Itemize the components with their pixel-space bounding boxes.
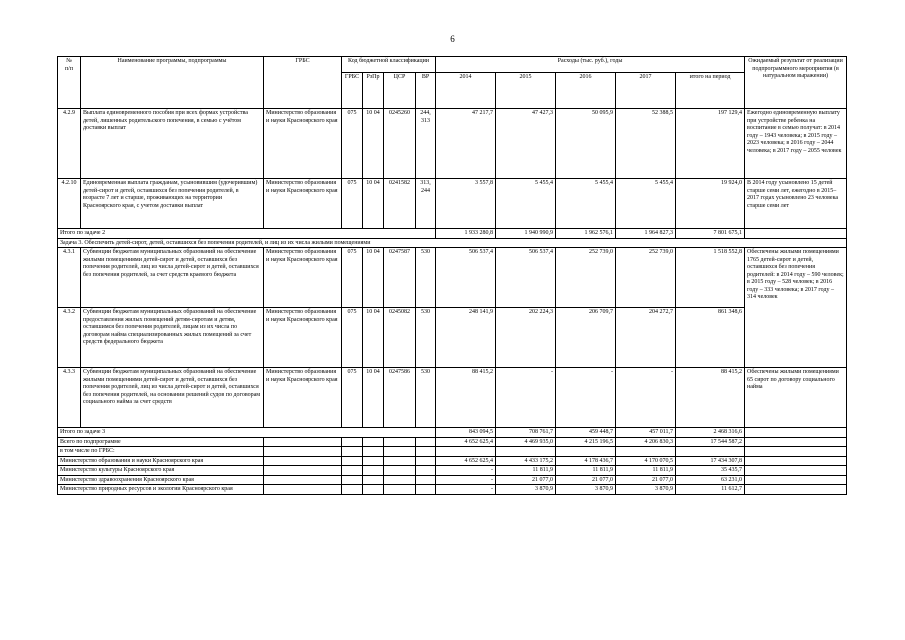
header-num: № п/п bbox=[58, 57, 81, 109]
row-name: Единовременная выплата гражданам, усыновившим (удочерившим) детей-сирот и детей, оставшихся без попечения родителей, в возрасте 7 лет и старше, проживающих на территории Красноярского края, с учетом доставки выплат bbox=[81, 179, 264, 229]
row-vr: 530 bbox=[416, 248, 436, 308]
grand-total-2015: 4 469 935,0 bbox=[496, 437, 556, 447]
subheader-2015: 2015 bbox=[496, 73, 556, 109]
ministry-label: Министерство образования и науки Красноярского края bbox=[58, 456, 264, 466]
row-result: Ежегодно единовременную выплату при устройстве ребенка на воспитание в семью получат: в 2014 году – 1943 человека; в 2015 году – 2023 человека; в 2016 году – 2044 человека; в 2017 году – 2055 человек bbox=[745, 109, 847, 179]
task-row bbox=[58, 238, 847, 248]
row-csr: 0247587 bbox=[384, 248, 416, 308]
ministry-row bbox=[58, 485, 847, 495]
row-vr: 313, 244 bbox=[416, 179, 436, 229]
grand-total-label: Всего по подпрограмме bbox=[58, 437, 264, 447]
row-2016: - bbox=[556, 368, 616, 428]
row-2014: 3 557,8 bbox=[436, 179, 496, 229]
ministry-2017: 21 077,0 bbox=[616, 475, 676, 485]
header-name: Наименование программы, подпрограммы bbox=[81, 57, 264, 109]
row-rzpr: 10 04 bbox=[363, 179, 384, 229]
row-2014: 506 537,4 bbox=[436, 248, 496, 308]
row-2014: 248 141,9 bbox=[436, 308, 496, 368]
row-2017: 5 455,4 bbox=[616, 179, 676, 229]
subtotal-2014: 843 094,5 bbox=[436, 428, 496, 438]
row-grbs-name: Министерство образования и науки Красноярского края bbox=[264, 308, 342, 368]
row-total: 1 518 552,8 bbox=[676, 248, 745, 308]
row-2017: 252 739,0 bbox=[616, 248, 676, 308]
row-2014: 88 415,2 bbox=[436, 368, 496, 428]
row-vr: 530 bbox=[416, 368, 436, 428]
table-row bbox=[58, 368, 847, 428]
row-grbs: 075 bbox=[342, 248, 363, 308]
subtotal-row bbox=[58, 428, 847, 438]
subtotal-label: Итого по задаче 2 bbox=[58, 229, 436, 239]
row-2015: 5 455,4 bbox=[496, 179, 556, 229]
row-csr: 0241582 bbox=[384, 179, 416, 229]
header-row bbox=[58, 57, 847, 73]
subtotal-2017: 457 011,7 bbox=[616, 428, 676, 438]
row-total: 197 129,4 bbox=[676, 109, 745, 179]
row-result: В 2014 году усыновлено 15 детей старше семи лет, ежегодно в 2015–2017 годах усыновлено 23 человека старше семи лет bbox=[745, 179, 847, 229]
row-name: Выплата единовременного пособия при всех формах устройства детей, лишенных родительского попечения, в семью с учётом доставки выплат bbox=[81, 109, 264, 179]
row-grbs: 075 bbox=[342, 308, 363, 368]
ministry-2016: 11 811,9 bbox=[556, 466, 616, 476]
row-2017: 204 272,7 bbox=[616, 308, 676, 368]
row-2014: 47 217,7 bbox=[436, 109, 496, 179]
budget-table bbox=[57, 56, 847, 495]
row-rzpr: 10 04 bbox=[363, 109, 384, 179]
ministry-row bbox=[58, 475, 847, 485]
ministry-total: 11 612,7 bbox=[676, 485, 745, 495]
grand-total-2014: 4 652 625,4 bbox=[436, 437, 496, 447]
table-row bbox=[58, 109, 847, 179]
ministry-2016: 21 077,0 bbox=[556, 475, 616, 485]
incl-label: в том числе по ГРБС: bbox=[58, 447, 264, 457]
ministry-2017: 4 170 070,5 bbox=[616, 456, 676, 466]
row-2016: 252 739,0 bbox=[556, 248, 616, 308]
ministry-2015: 21 077,0 bbox=[496, 475, 556, 485]
row-2017: - bbox=[616, 368, 676, 428]
row-name: Субвенции бюджетам муниципальных образований на обеспечение жилыми помещениями детей-сирот и детей, оставшихся без попечения родителей, лиц из числа детей-сирот и детей, оставшихся без попечения родителей, за счет средств краевого бюджета bbox=[81, 248, 264, 308]
row-2016: 50 095,9 bbox=[556, 109, 616, 179]
subheader-rzpr: РзПр bbox=[363, 73, 384, 109]
row-num: 4.2.10 bbox=[58, 179, 81, 229]
row-2016: 5 455,4 bbox=[556, 179, 616, 229]
header-expenses: Расходы (тыс. руб.), годы bbox=[436, 57, 745, 73]
subheader-2017: 2017 bbox=[616, 73, 676, 109]
row-num: 4.3.2 bbox=[58, 308, 81, 368]
subtotal-2014: 1 933 280,8 bbox=[436, 229, 496, 239]
row-result: Обеспечены жилыми помещениями 1765 детей-сирот и детей, оставшихся без попечения родителей: в 2014 году – 590 человек; в 2015 году – 528 человек; в 2016 году – 333 человека; в 2017 году – 314 человек bbox=[745, 248, 847, 368]
row-grbs-name: Министерство образования и науки Красноярского края bbox=[264, 109, 342, 179]
ministry-label: Министерство культуры Красноярского края bbox=[58, 466, 264, 476]
row-name: Субвенции бюджетам муниципальных образований на обеспечение жилыми помещениями детей-сирот и детей, оставшихся без попечения родителей, лиц из числа детей-сирот и детей, оставшихся без попечения родителей, на основании решений судов по договорам социального найма за счет средств bbox=[81, 368, 264, 428]
header-grbs: ГРБС bbox=[264, 57, 342, 109]
row-num: 4.3.1 bbox=[58, 248, 81, 308]
row-grbs-name: Министерство образования и науки Красноярского края bbox=[264, 368, 342, 428]
page-number: 6 bbox=[450, 34, 455, 44]
subtotal-total: 7 801 675,1 bbox=[676, 229, 745, 239]
ministry-label: Министерство природных ресурсов и экологии Красноярского края bbox=[58, 485, 264, 495]
row-grbs-name: Министерство образования и науки Красноярского края bbox=[264, 179, 342, 229]
ministry-2014: - bbox=[436, 485, 496, 495]
table-row bbox=[58, 179, 847, 229]
grand-total-2016: 4 215 196,5 bbox=[556, 437, 616, 447]
grand-total-row bbox=[58, 437, 847, 447]
subheader-vr: ВР bbox=[416, 73, 436, 109]
table-row bbox=[58, 248, 847, 308]
subtotal-2016: 1 962 576,1 bbox=[556, 229, 616, 239]
ministry-2015: 4 433 175,2 bbox=[496, 456, 556, 466]
row-num: 4.3.3 bbox=[58, 368, 81, 428]
header-budget-code: Код бюджетной классификации bbox=[342, 57, 436, 73]
row-rzpr: 10 04 bbox=[363, 308, 384, 368]
row-csr: 0245260 bbox=[384, 109, 416, 179]
row-result: Обеспечены жилыми помещениями 65 сирот по договору социального найма bbox=[745, 368, 847, 428]
subheader-total: итого на период bbox=[676, 73, 745, 109]
ministry-2015: 11 811,9 bbox=[496, 466, 556, 476]
row-total: 88 415,2 bbox=[676, 368, 745, 428]
subtotal-2015: 1 940 990,9 bbox=[496, 229, 556, 239]
row-grbs: 075 bbox=[342, 368, 363, 428]
ministry-total: 35 435,7 bbox=[676, 466, 745, 476]
ministry-2014: 4 652 625,4 bbox=[436, 456, 496, 466]
subheader-2014: 2014 bbox=[436, 73, 496, 109]
ministry-2014: - bbox=[436, 466, 496, 476]
row-2015: - bbox=[496, 368, 556, 428]
row-csr: 0245082 bbox=[384, 308, 416, 368]
subtotal-label: Итого по задаче 3 bbox=[58, 428, 436, 438]
row-total: 861 348,6 bbox=[676, 308, 745, 368]
ministry-2015: 3 870,9 bbox=[496, 485, 556, 495]
ministry-label: Министерство здравоохранения Красноярского края bbox=[58, 475, 264, 485]
header-result: Ожидаемый результат от реализации подпрограммного мероприятия (в натуральном выражении) bbox=[745, 57, 847, 109]
subheader-2016: 2016 bbox=[556, 73, 616, 109]
ministry-2016: 4 178 436,7 bbox=[556, 456, 616, 466]
row-grbs: 075 bbox=[342, 179, 363, 229]
row-num: 4.2.9 bbox=[58, 109, 81, 179]
subtotal-2016: 459 448,7 bbox=[556, 428, 616, 438]
ministry-total: 63 231,0 bbox=[676, 475, 745, 485]
row-2017: 52 388,5 bbox=[616, 109, 676, 179]
row-rzpr: 10 04 bbox=[363, 368, 384, 428]
row-2016: 206 709,7 bbox=[556, 308, 616, 368]
subheader-grbs: ГРБС bbox=[342, 73, 363, 109]
ministry-2017: 3 870,9 bbox=[616, 485, 676, 495]
row-grbs-name: Министерство образования и науки Красноярского края bbox=[264, 248, 342, 308]
ministry-total: 17 434 307,8 bbox=[676, 456, 745, 466]
grand-total-total: 17 544 587,2 bbox=[676, 437, 745, 447]
row-rzpr: 10 04 bbox=[363, 248, 384, 308]
task-label: Задача 3. Обеспечить детей-сирот, детей, оставшихся без попечения родителей, и лиц из их числа жилыми помещениями bbox=[58, 238, 847, 248]
ministry-row bbox=[58, 456, 847, 466]
ministry-2017: 11 811,9 bbox=[616, 466, 676, 476]
ministry-row bbox=[58, 466, 847, 476]
row-total: 19 924,0 bbox=[676, 179, 745, 229]
row-2015: 47 427,3 bbox=[496, 109, 556, 179]
row-2015: 506 537,4 bbox=[496, 248, 556, 308]
subheader-csr: ЦСР bbox=[384, 73, 416, 109]
subtotal-total: 2 468 316,6 bbox=[676, 428, 745, 438]
row-csr: 0247586 bbox=[384, 368, 416, 428]
table-row bbox=[58, 308, 847, 368]
ministry-2014: - bbox=[436, 475, 496, 485]
row-grbs: 075 bbox=[342, 109, 363, 179]
incl-row bbox=[58, 447, 847, 457]
subtotal-2017: 1 964 827,3 bbox=[616, 229, 676, 239]
ministry-2016: 3 870,9 bbox=[556, 485, 616, 495]
row-2015: 202 224,3 bbox=[496, 308, 556, 368]
row-vr: 244, 313 bbox=[416, 109, 436, 179]
subtotal-row bbox=[58, 229, 847, 239]
row-name: Субвенции бюджетам муниципальных образований на обеспечение предоставления жилых помещений детям-сиротам и детям, оставшимся без попечения родителей, лицам из их числа по договорам найма специализированных жилых помещений за счет средств федерального бюджета bbox=[81, 308, 264, 368]
subtotal-2015: 708 761,7 bbox=[496, 428, 556, 438]
row-vr: 530 bbox=[416, 308, 436, 368]
grand-total-2017: 4 206 830,3 bbox=[616, 437, 676, 447]
